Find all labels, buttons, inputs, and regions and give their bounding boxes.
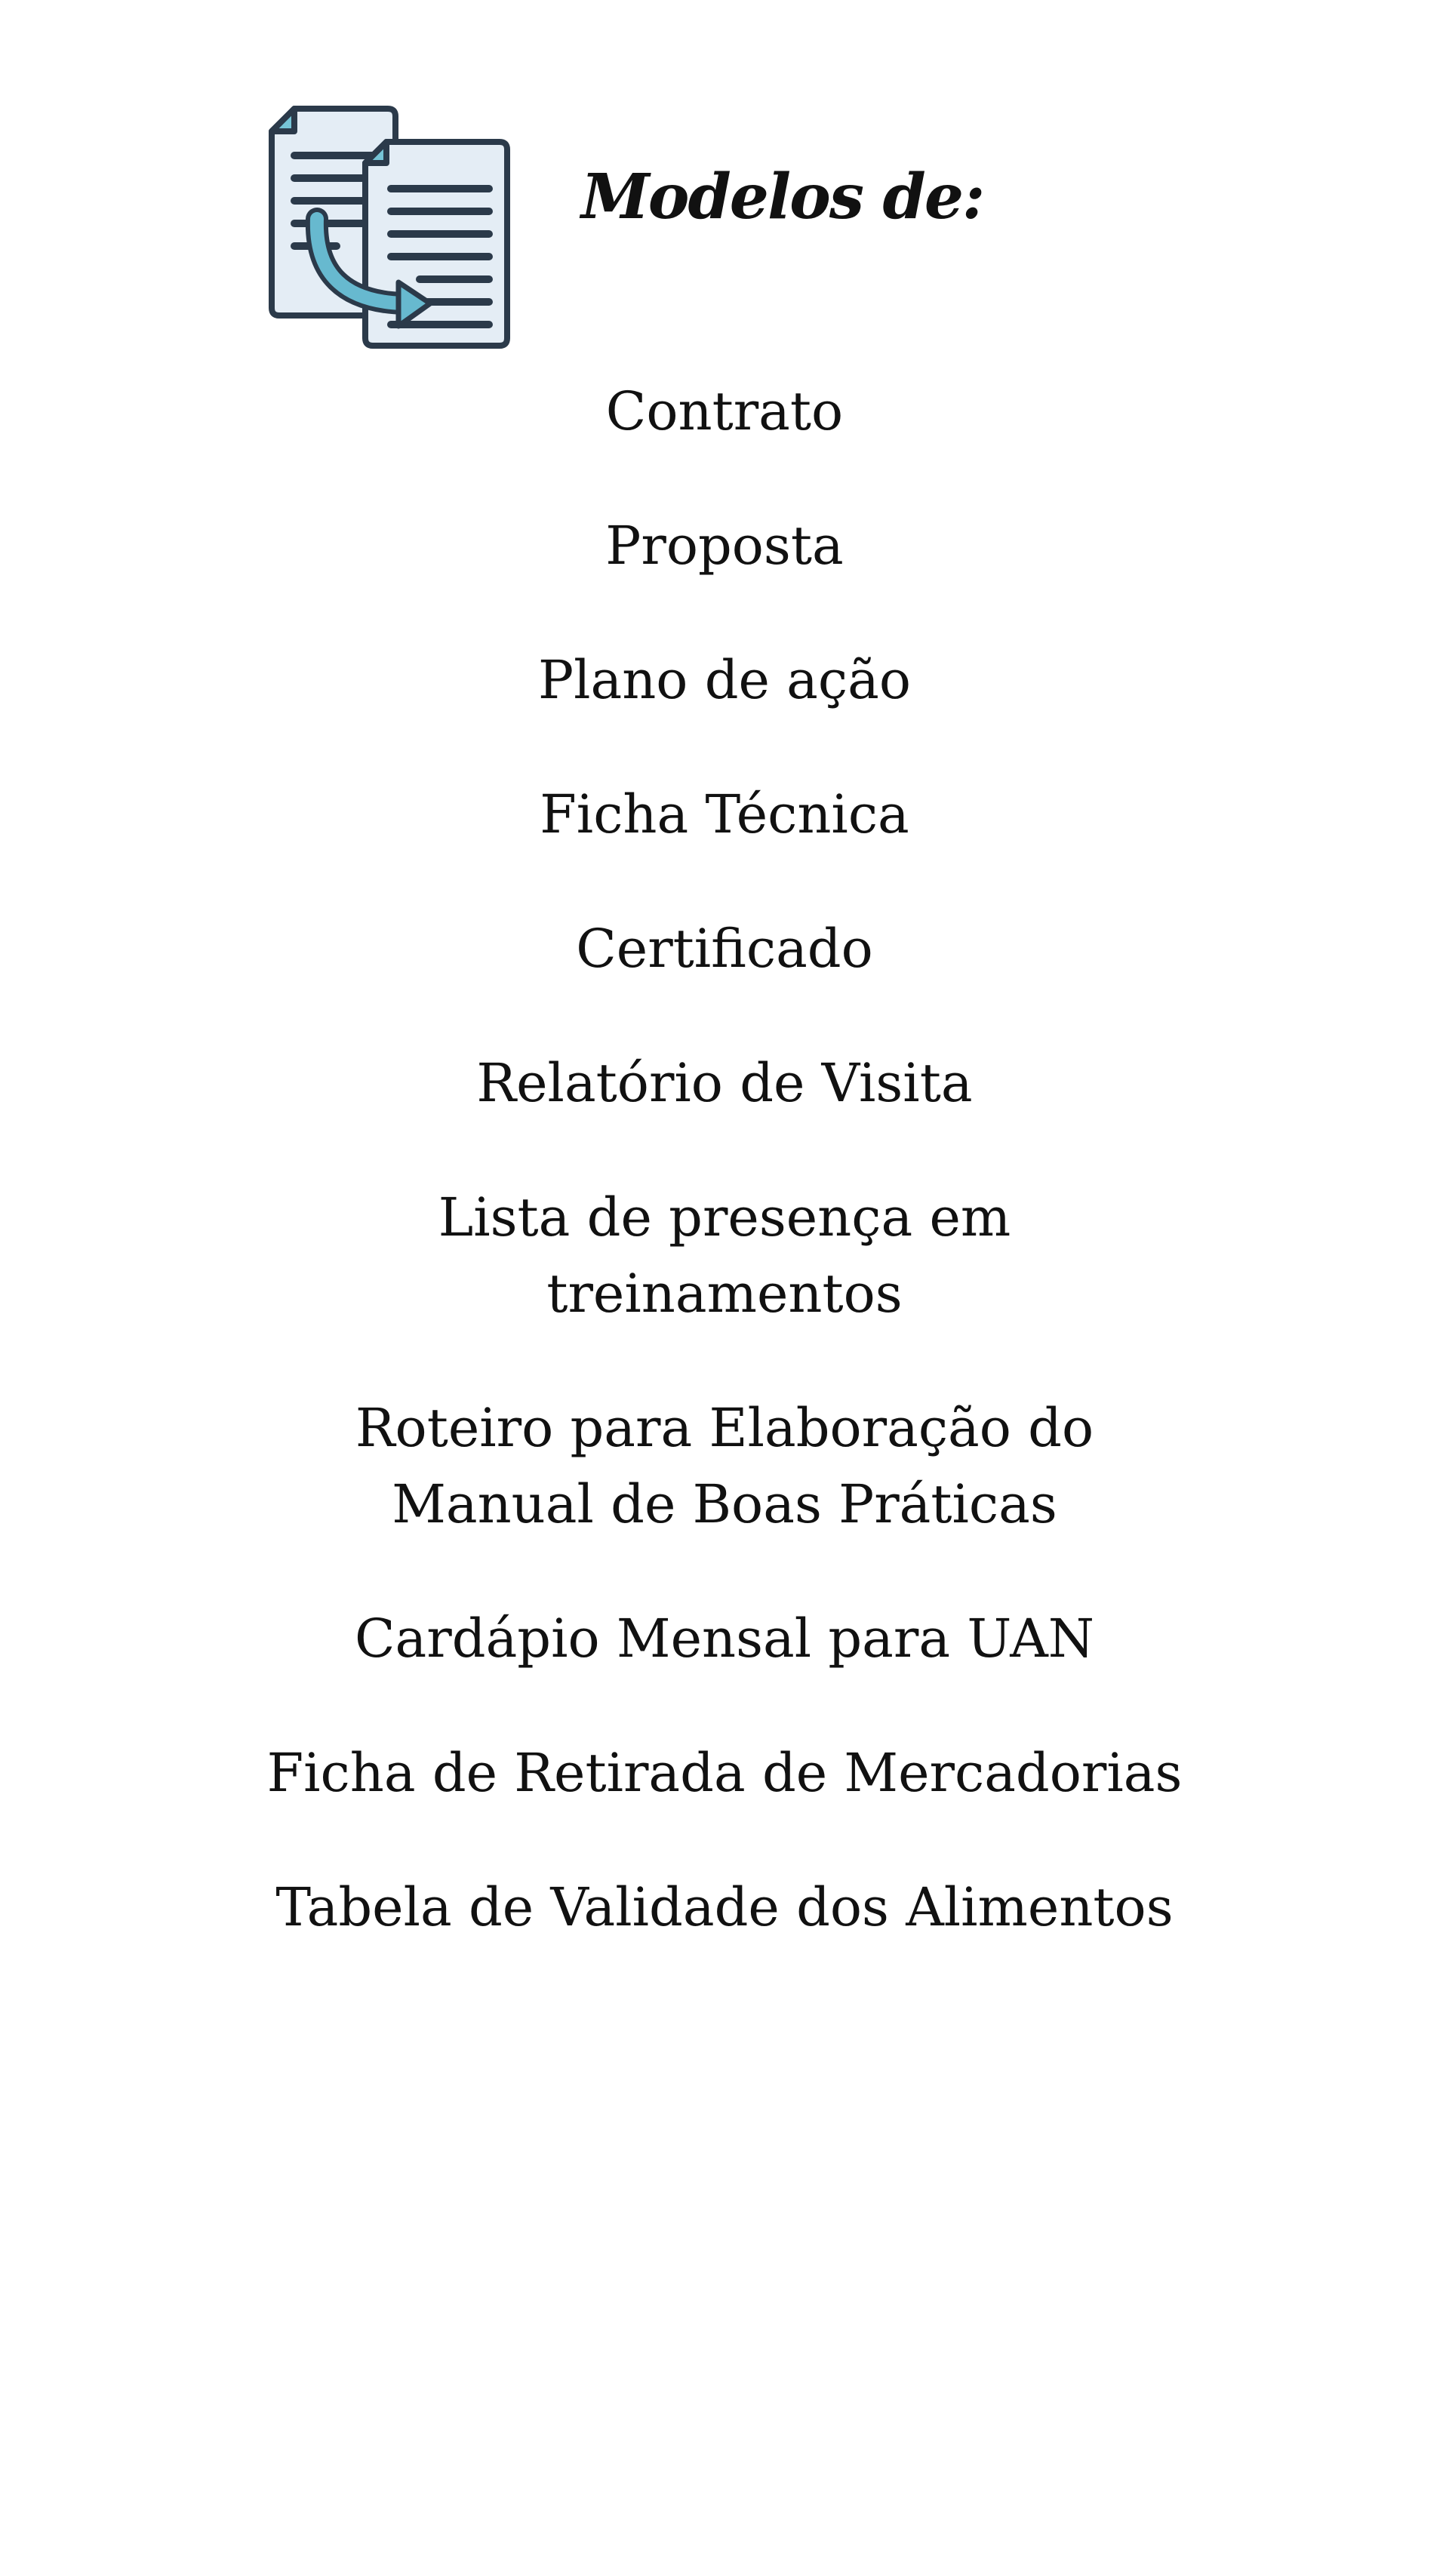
page-header (0, 0, 1449, 362)
page-title: Modelos de: (581, 161, 984, 233)
copy-documents-icon (269, 106, 512, 349)
list-item: Lista de presença em treinamentos (438, 1186, 1011, 1325)
list-item: Ficha Técnica (540, 783, 909, 845)
list-item: Proposta (605, 515, 844, 577)
list-item: Certificado (576, 918, 873, 980)
list-item: Relatório de Visita (476, 1052, 973, 1114)
list-item: Contrato (605, 380, 844, 442)
list-item: Tabela de Validade dos Alimentos (275, 1876, 1174, 1938)
list-item: Cardápio Mensal para UAN (355, 1608, 1094, 1670)
list-item: Roteiro para Elaboração do Manual de Boas Práticas (355, 1397, 1094, 1535)
list-item: Ficha de Retirada de Mercadorias (266, 1742, 1183, 1804)
list-item: Plano de ação (538, 649, 911, 711)
model-list (0, 374, 1449, 1946)
